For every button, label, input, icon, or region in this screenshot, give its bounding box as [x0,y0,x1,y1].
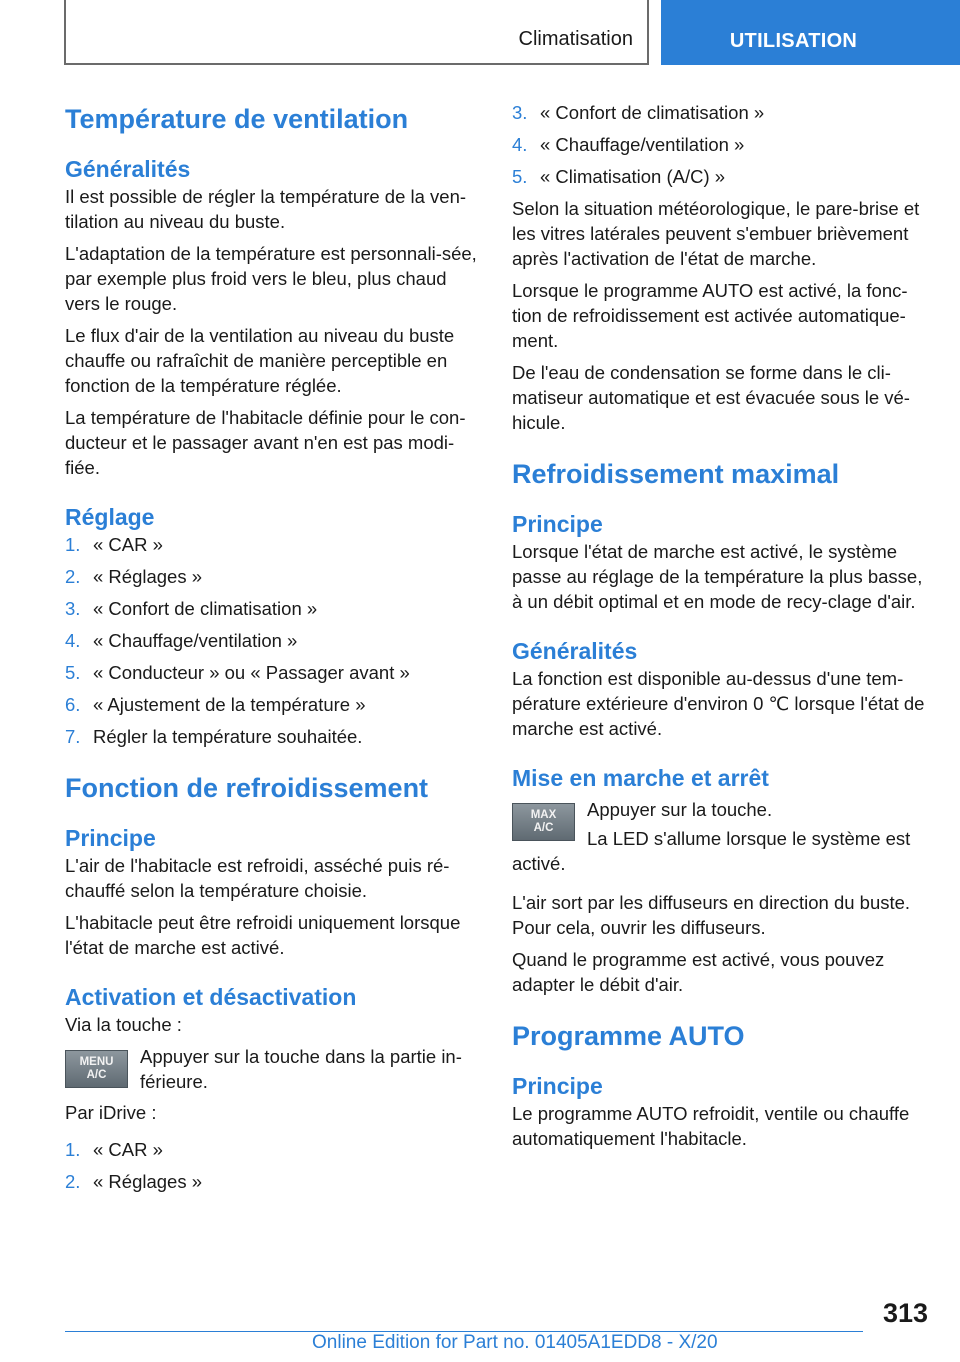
list-item [512,132,930,157]
button-label-line1: MAX [530,809,557,821]
menu-ac-button-icon [65,1050,128,1088]
step-text: « Réglages » [93,1171,203,1192]
step-number: 2. [65,566,81,587]
max-ac-button-icon [512,803,575,841]
heading-reglage: Réglage [65,504,155,530]
list-item [512,164,930,189]
heading-principe: Principe [512,511,603,537]
max-ac-instruction [512,797,930,876]
list-item [512,100,930,125]
step-number: 5. [512,166,528,187]
step-number: 3. [65,598,81,619]
list-item [65,692,480,717]
list-item [65,660,480,685]
step-number: 6. [65,694,81,715]
button-label-line2: A/C [533,822,554,834]
heading-auto-program: Programme AUTO [512,1021,745,1051]
menu-ac-instruction [65,1044,480,1094]
paragraph: Appuyer sur la touche dans la partie in-férieure. [140,1046,462,1092]
list-item [65,532,480,557]
paragraph: L'air de l'habitacle est refroidi, asséché puis ré-chauffé selon la température choisie. [65,855,450,901]
paragraph: Il est possible de régler la température de la ven-tilation au niveau du buste. [65,186,467,232]
step-number: 2. [65,1171,81,1192]
list-item [65,724,480,749]
step-text: « Ajustement de la température » [93,694,366,715]
paragraph: La température de l'habitacle définie pour le con-ducteur et le passager avant n'en est pas modi-fiée. [65,407,466,478]
page-number: 313 [882,1298,928,1328]
heading-cooling-function: Fonction de refroidissement [65,773,429,803]
paragraph: Le flux d'air de la ventilation au niveau du buste chauffe ou rafraîchit de manière perceptible en fonction de la température réglée. [65,325,455,396]
paragraph: Par iDrive : [65,1102,157,1123]
step-text: « Réglages » [93,566,203,587]
step-text: « CAR » [93,1139,163,1160]
paragraph: Le programme AUTO refroidit, ventile ou chauffe automatiquement l'habitacle. [512,1103,910,1149]
paragraph: Appuyer sur la touche. [587,799,773,820]
step-text: « Confort de climatisation » [93,598,318,619]
step-text: « Confort de climatisation » [540,102,765,123]
step-number: 1. [65,534,81,555]
right-column [512,100,930,1158]
step-number: 3. [512,102,528,123]
list-item [65,1137,480,1162]
button-label-line1: MENU [79,1056,114,1068]
idrive-steps-list [65,1137,480,1194]
button-label-line2: A/C [86,1069,107,1081]
paragraph: activé. [512,853,566,874]
paragraph: La fonction est disponible au-dessus d'une tem-pérature extérieure d'environ 0 ℃ lorsque l'état de marche est activé. [512,668,925,739]
footer-edition: Online Edition for Part no. 01405A1EDD8 - X/20 [312,1332,718,1353]
list-item [65,1169,480,1194]
continued-steps-list [512,100,930,189]
step-number: 1. [65,1139,81,1160]
heading-principe: Principe [65,825,156,851]
step-number: 5. [65,662,81,683]
header-section-box [64,0,649,65]
paragraph: De l'eau de condensation se forme dans le cli-matiseur automatique et est évacuée sous le vé-hicule. [512,362,910,433]
header-chapter-tab [661,0,960,65]
list-item [65,596,480,621]
step-text: « Chauffage/ventilation » [540,134,745,155]
step-text: « CAR » [93,534,163,555]
paragraph: L'habitacle peut être refroidi uniquement lorsque l'état de marche est activé. [65,912,461,958]
paragraph: L'air sort par les diffuseurs en direction du buste. Pour cela, ouvrir les diffuseurs. [512,892,911,938]
paragraph: Lorsque le programme AUTO est activé, la fonc-tion de refroidissement est activée automatique-ment. [512,280,908,351]
paragraph: Via la touche : [65,1014,182,1035]
step-text: « Chauffage/ventilation » [93,630,298,651]
paragraph: Lorsque l'état de marche est activé, le système passe au réglage de la température la plus basse, à un débit optimal et en mode de recy-clage d'air. [512,541,923,612]
reglage-steps-list [65,532,480,749]
heading-ventilation-temperature: Température de ventilation [65,104,409,134]
header-chapter-title: UTILISATION [729,30,858,52]
paragraph: Selon la situation météorologique, le pare-brise et les vitres latérales peuvent s'embuer brièvement après l'activation de l'état de marche. [512,198,920,269]
heading-principe: Principe [512,1073,603,1099]
paragraph: La LED s'allume lorsque le système est [587,828,911,849]
heading-on-off: Mise en marche et arrêt [512,765,769,791]
step-number: 4. [65,630,81,651]
heading-max-cooling: Refroidissement maximal [512,459,840,489]
list-item [65,564,480,589]
step-number: 7. [65,726,81,747]
left-column [65,100,480,1201]
paragraph: L'adaptation de la température est personnali-sée, par exemple plus froid vers le bleu, plus chaud vers le rouge. [65,243,477,314]
heading-generalites: Généralités [512,638,638,664]
heading-generalites: Généralités [65,156,191,182]
step-text: « Climatisation (A/C) » [540,166,726,187]
header-section-title: Climatisation [518,28,633,50]
step-text: Régler la température souhaitée. [93,726,363,747]
step-text: « Conducteur » ou « Passager avant » [93,662,410,683]
list-item [65,628,480,653]
heading-activation: Activation et désactivation [65,984,357,1010]
step-number: 4. [512,134,528,155]
paragraph: Quand le programme est activé, vous pouvez adapter le débit d'air. [512,949,885,995]
